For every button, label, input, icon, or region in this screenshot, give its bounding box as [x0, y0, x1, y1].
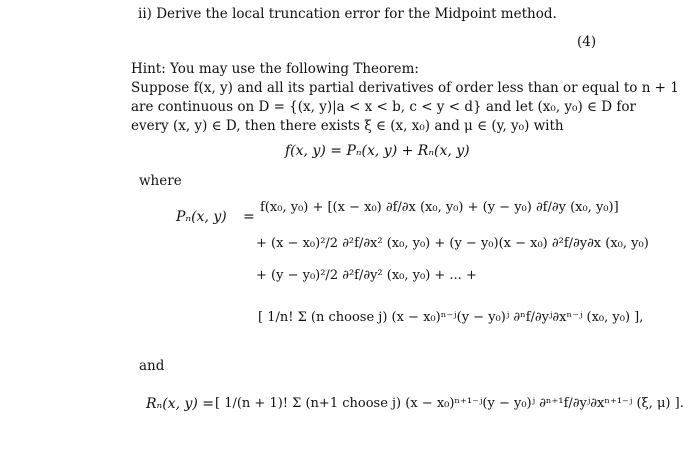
- pn-lhs: Pₙ(x, y): [176, 209, 227, 225]
- main-equation: f(x, y) = Pₙ(x, y) + Rₙ(x, y): [285, 143, 470, 159]
- pn-line-4: [ 1/n! Σ (n choose j) (x − x₀)ⁿ⁻ʲ(y − y₀)ʲ ∂ⁿf/∂yʲ∂xⁿ⁻ʲ (x₀, y₀) ],: [258, 310, 644, 325]
- hint-line-4: every (x, y) ∈ D, then there exists ξ ∈ (x, x₀) and μ ∈ (y, y₀) with: [131, 118, 564, 134]
- pn-line-2: + (x − x₀)²/2 ∂²f/∂x² (x₀, y₀) + (y − y₀)(x − x₀) ∂²f/∂y∂x (x₀, y₀): [256, 236, 649, 251]
- hint-line-3: are continuous on D = {(x, y)|a < x < b, c < y < d} and let (x₀, y₀) ∈ D for: [131, 99, 636, 115]
- hint-line-1: Hint: You may use the following Theorem:: [131, 61, 419, 77]
- where-label: where: [139, 173, 182, 189]
- pn-line-3: + (y − y₀)²/2 ∂²f/∂y² (x₀, y₀) + ... +: [256, 268, 477, 283]
- rn-rhs: [ 1/(n + 1)! Σ (n+1 choose j) (x − x₀)ⁿ⁺¹⁻ʲ(y − y₀)ʲ ∂ⁿ⁺¹f/∂yʲ∂xⁿ⁺¹⁻ʲ (ξ, μ) ].: [215, 396, 684, 411]
- question-label: ii) Derive the local truncation error for the Midpoint method.: [138, 6, 557, 22]
- hint-line-2: Suppose f(x, y) and all its partial derivatives of order less than or equal to n + 1: [131, 80, 679, 96]
- rn-lhs: Rₙ(x, y) =: [146, 396, 215, 412]
- and-label: and: [139, 358, 165, 374]
- marks-label: (4): [577, 34, 597, 50]
- pn-equals: =: [243, 209, 255, 225]
- pn-line-1: f(x₀, y₀) + [(x − x₀) ∂f/∂x (x₀, y₀) + (y − y₀) ∂f/∂y (x₀, y₀)]: [260, 200, 619, 215]
